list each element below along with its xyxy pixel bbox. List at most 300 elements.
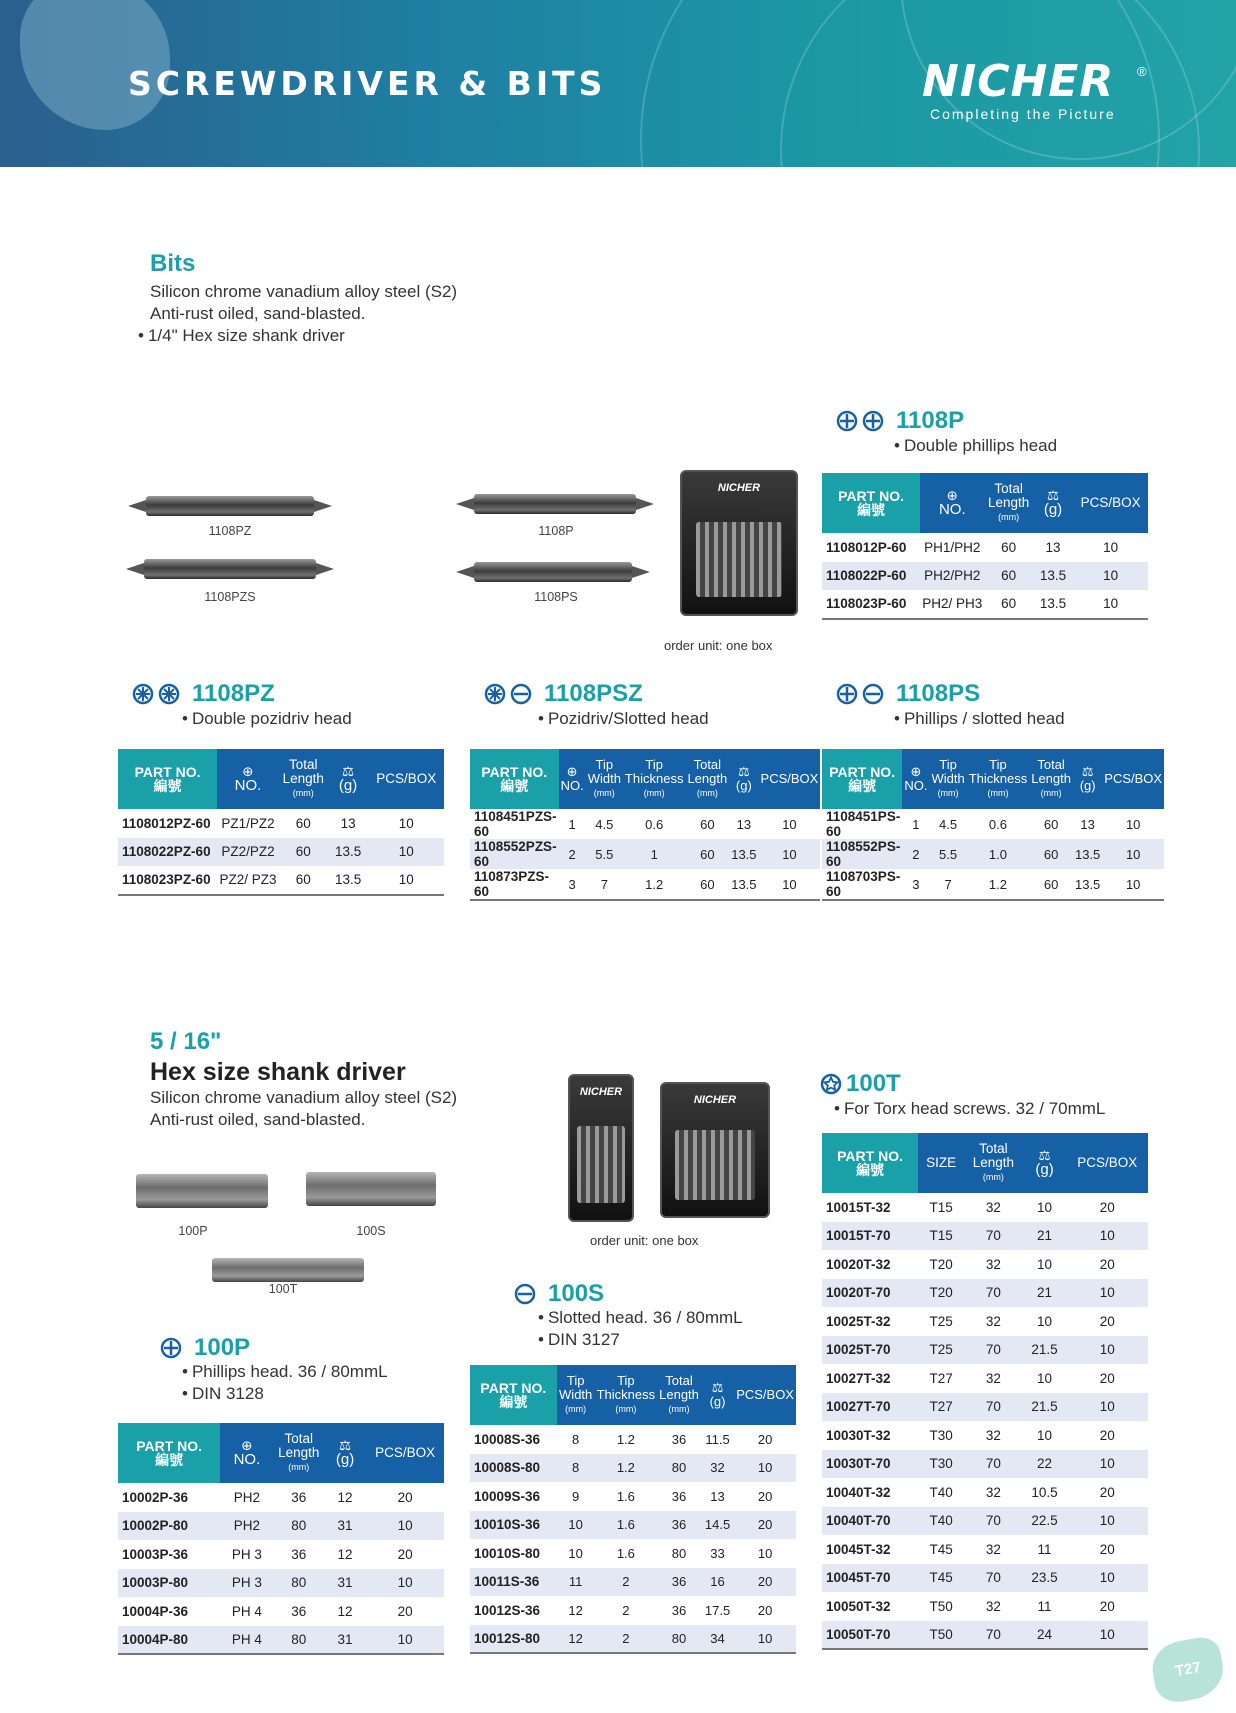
blister-pack-large-image — [660, 1082, 770, 1218]
table-cell: 13.5 — [1039, 596, 1067, 612]
product-heading-1108pz — [132, 680, 275, 708]
table-cell: 2 — [622, 1602, 630, 1618]
table-row — [470, 1596, 796, 1625]
table-cell: 10 — [1037, 1370, 1053, 1386]
part-number-cell: 1108451PZS-60 — [474, 809, 557, 839]
table-cell: 1 — [568, 816, 576, 832]
table-cell: 70 — [964, 1564, 1023, 1593]
hex-line: Anti-rust oiled, sand-blasted. — [150, 1110, 366, 1129]
part-number-cell: 10020T-70 — [822, 1279, 918, 1308]
caption-100t: 100T — [268, 1282, 298, 1296]
col-part-no: PART NO. 編號 — [822, 1133, 918, 1193]
table-cell: 1.6 — [616, 1488, 635, 1504]
table-cell: PH 3 — [220, 1569, 273, 1598]
table-cell: 20 — [397, 1546, 413, 1562]
table-row — [822, 1450, 1148, 1479]
product-heading-1108ps — [836, 680, 980, 708]
table-cell: 0.6 — [988, 816, 1007, 832]
brand-tagline: Completing the Picture — [930, 106, 1116, 122]
hex-line: Silicon chrome vanadium alloy steel (S2) — [150, 1088, 458, 1107]
part-number-cell: 10030T-32 — [826, 1427, 891, 1443]
table-cell: 2 — [595, 1568, 658, 1597]
table-cell: 1.2 — [988, 876, 1007, 892]
intro-line: Silicon chrome vanadium alloy steel (S2) — [150, 282, 458, 301]
table-cell: 20 — [1099, 1256, 1115, 1272]
table-row — [822, 1535, 1148, 1564]
table-row — [822, 1621, 1148, 1650]
table-row — [118, 1512, 444, 1541]
table-cell: 3 — [912, 876, 920, 892]
table-cell: T30 — [929, 1427, 953, 1443]
table-cell: 13.5 — [1074, 876, 1101, 892]
table-cell: 10 — [1125, 876, 1141, 892]
table-cell: 10 — [1103, 539, 1119, 555]
table-cell: 32 — [985, 1370, 1001, 1386]
table-cell: T50 — [929, 1598, 953, 1614]
table-cell: 1.6 — [595, 1511, 658, 1540]
table-cell: 32 — [985, 1541, 1001, 1557]
part-number-cell: 10025T-32 — [826, 1313, 891, 1329]
table-cell: 60 — [685, 839, 729, 869]
product-code: 1108PZ — [192, 680, 275, 707]
table-cell: 32 — [985, 1427, 1001, 1443]
table-cell: 10 — [1073, 562, 1148, 591]
table-cell: 22.5 — [1023, 1507, 1067, 1536]
table-cell: 20 — [734, 1568, 796, 1597]
table-cell: 10 — [1066, 1621, 1148, 1650]
col-weight: ⚖ (g) — [328, 749, 369, 809]
table-cell: T15 — [918, 1222, 964, 1251]
table-row — [822, 1592, 1148, 1621]
bit-100s-image — [306, 1172, 436, 1206]
col-no: ⊕ NO. — [902, 749, 929, 809]
table-cell: 10 — [782, 876, 797, 892]
table-cell: 21.5 — [1023, 1393, 1067, 1422]
product-code: 100S — [548, 1280, 605, 1307]
table-cell: 1.2 — [616, 1431, 635, 1447]
table-row — [822, 1364, 1148, 1393]
icon-group — [484, 683, 532, 705]
page-header — [0, 0, 1236, 167]
table-row — [822, 1250, 1148, 1279]
table-cell: PH1/PH2 — [924, 539, 981, 555]
table-cell: 60 — [700, 816, 715, 832]
table-cell: 32 — [985, 1199, 1001, 1215]
table-cell: 70 — [964, 1450, 1023, 1479]
table-100s — [470, 1365, 796, 1654]
table-cell: 10 — [1037, 1427, 1053, 1443]
table-cell: 60 — [700, 876, 715, 892]
col-tip-thickness: Tip Thickness (mm) — [967, 749, 1030, 809]
table-row — [822, 1279, 1148, 1308]
table-cell: 11.5 — [705, 1431, 730, 1447]
table-cell: 10 — [1103, 596, 1119, 612]
table-1108ps — [822, 749, 1164, 901]
part-number-cell: 10030T-70 — [822, 1450, 918, 1479]
section-title-hex-size: 5 / 16" — [150, 1028, 222, 1055]
table-cell: 70 — [964, 1222, 1023, 1251]
table-cell: 20 — [757, 1602, 773, 1618]
product-bullet: • Slotted head. 36 / 80mmL — [538, 1307, 743, 1329]
table-row — [118, 1626, 444, 1655]
section-title-bits: Bits — [150, 250, 196, 277]
table-cell: 10 — [1037, 1256, 1053, 1272]
product-code: 1108P — [896, 407, 965, 434]
table-cell: 0.6 — [645, 816, 664, 832]
table-cell: 70 — [964, 1621, 1023, 1650]
part-number-cell: 10027T-70 — [822, 1393, 918, 1422]
table-cell: 31 — [324, 1569, 366, 1598]
table-cell: 32 — [985, 1598, 1001, 1614]
table-row — [822, 809, 1164, 839]
col-part-no: PART NO. 編號 — [822, 749, 902, 809]
table-cell: 13 — [710, 1488, 725, 1504]
col-no: ⊕ NO. — [220, 1423, 273, 1483]
slotted-icon — [510, 683, 532, 705]
table-cell: 13 — [1045, 539, 1061, 555]
col-part-no: PART NO. 編號 — [118, 749, 217, 809]
part-number-cell: 1108022P-60 — [822, 562, 920, 591]
table-row — [118, 1540, 444, 1569]
table-row — [822, 1421, 1148, 1450]
table-row — [822, 1193, 1148, 1222]
table-cell: T45 — [918, 1564, 964, 1593]
table-cell: 8 — [572, 1431, 580, 1447]
table-cell: 60 — [295, 872, 311, 888]
section-subtitle-hex: Hex size shank driver — [150, 1058, 406, 1086]
table-cell: 1 — [912, 816, 920, 832]
table-row — [470, 1568, 796, 1597]
pack-bits — [675, 1130, 756, 1200]
col-no: ⊕ NO. — [920, 473, 984, 533]
bit-1108pz-image — [146, 496, 314, 516]
table-cell: PH 4 — [220, 1626, 273, 1655]
table-cell: 10 — [398, 872, 414, 888]
col-weight: ⚖ (g) — [1073, 749, 1102, 809]
table-cell: 70 — [964, 1336, 1023, 1365]
table-cell: 16 — [701, 1568, 734, 1597]
icon-group — [514, 1283, 536, 1305]
table-cell: 10 — [1037, 1313, 1053, 1329]
table-cell: 5.5 — [929, 839, 966, 869]
table-cell: 17.5 — [704, 1602, 731, 1618]
pack-bits — [577, 1126, 624, 1202]
pack-label: NICHER — [693, 1094, 737, 1106]
table-cell: 4.5 — [595, 816, 614, 832]
table-cell: T20 — [918, 1279, 964, 1308]
table-cell: 10 — [1066, 1222, 1148, 1251]
table-100t — [822, 1133, 1148, 1650]
part-number-cell: 10050T-70 — [822, 1621, 918, 1650]
table-cell: PH2 — [220, 1512, 273, 1541]
product-desc-100t — [834, 1098, 1105, 1120]
table-cell: 36 — [657, 1568, 701, 1597]
table-cell: 80 — [657, 1454, 701, 1483]
table-cell: 10 — [1037, 1199, 1053, 1215]
product-bullet: • Double phillips head — [894, 435, 1057, 457]
product-desc-100s — [538, 1307, 743, 1351]
product-heading-1108psz — [484, 680, 643, 708]
table-row — [822, 869, 1164, 900]
table-cell: 2 — [902, 839, 929, 869]
product-desc-1108pz — [182, 708, 352, 730]
table-cell: 60 — [1001, 596, 1017, 612]
table-cell: 13.5 — [729, 839, 758, 869]
col-part-no: PART NO. 編號 — [118, 1423, 220, 1483]
table-cell: T27 — [918, 1393, 964, 1422]
col-weight: ⚖ (g) — [729, 749, 758, 809]
col-part-no: PART NO. 編號 — [470, 749, 559, 809]
table-cell: 80 — [274, 1569, 324, 1598]
product-code: 100T — [846, 1070, 901, 1097]
table-cell: T25 — [918, 1336, 964, 1365]
table-row — [118, 1483, 444, 1512]
table-cell: 13 — [1080, 816, 1095, 832]
table-cell: 24 — [1023, 1621, 1067, 1650]
table-cell: 10 — [366, 1512, 444, 1541]
table-cell: 32 — [985, 1313, 1001, 1329]
table-cell: PH 4 — [231, 1603, 262, 1619]
table-cell: 13.5 — [328, 838, 369, 867]
table-cell: 36 — [671, 1488, 687, 1504]
table-1108psz — [470, 749, 820, 901]
table-cell: PZ2/PZ2 — [217, 838, 279, 867]
part-number-cell: 10040T-70 — [822, 1507, 918, 1536]
intro-bullets — [138, 325, 345, 347]
table-cell: 20 — [1099, 1598, 1115, 1614]
table-cell: 10 — [398, 815, 414, 831]
table-cell: 20 — [757, 1431, 773, 1447]
pack-label: NICHER — [717, 482, 761, 494]
blister-pack-small-image — [568, 1074, 634, 1222]
table-cell: 21 — [1023, 1222, 1067, 1251]
table-cell: 14.5 — [701, 1511, 734, 1540]
col-pcs-box: PCS/BOX — [734, 1365, 796, 1425]
product-code: 1108PS — [896, 680, 981, 707]
part-number-cell: 10015T-32 — [826, 1199, 891, 1215]
table-cell: 21 — [1023, 1279, 1067, 1308]
table-cell: 20 — [397, 1603, 413, 1619]
page-title: SCREWDRIVER & BITS — [128, 64, 607, 103]
table-row — [470, 1539, 796, 1568]
table-cell: 7 — [944, 876, 952, 892]
bit-100p-image — [136, 1174, 268, 1208]
table-cell: 60 — [1029, 839, 1073, 869]
product-bullet: • Phillips head. 36 / 80mmL — [182, 1361, 388, 1383]
table-row — [822, 1393, 1148, 1422]
table-cell: 2 — [595, 1625, 658, 1654]
table-row — [822, 1222, 1148, 1251]
product-bullet: • Pozidriv/Slotted head — [538, 708, 709, 730]
table-cell: 20 — [1099, 1370, 1115, 1386]
table-cell: PH2/ PH3 — [922, 596, 983, 612]
slotted-icon — [862, 683, 884, 705]
bit-1108pzs-image — [144, 559, 316, 579]
col-tip-width: Tip Width (mm) — [557, 1365, 595, 1425]
intro-bullet: • 1/4" Hex size shank driver — [138, 325, 345, 347]
table-cell: PH2/PH2 — [920, 562, 984, 591]
pack-label: NICHER — [579, 1086, 623, 1098]
col-pcs-box: PCS/BOX — [1073, 473, 1148, 533]
table-1108p — [822, 473, 1148, 620]
table-cell: 32 — [985, 1484, 1001, 1500]
table-cell: 1.2 — [645, 876, 664, 892]
table-cell: T30 — [918, 1450, 964, 1479]
table-cell: 60 — [295, 815, 311, 831]
caption-100s: 100S — [356, 1224, 386, 1238]
part-number-cell: 10010S-80 — [474, 1545, 541, 1561]
table-cell: 4.5 — [939, 816, 958, 832]
table-cell: T45 — [929, 1541, 953, 1557]
col-part-no: PART NO. 編號 — [470, 1365, 557, 1425]
table-cell: PZ2/ PZ3 — [219, 872, 277, 888]
table-cell: 3 — [568, 876, 576, 892]
phillips-icon — [836, 410, 858, 432]
part-number-cell: 10027T-32 — [826, 1370, 891, 1386]
col-weight: ⚖ (g) — [324, 1423, 366, 1483]
table-cell: 13 — [736, 816, 752, 832]
table-cell: 12 — [337, 1546, 353, 1562]
table-cell: T25 — [929, 1313, 953, 1329]
icon-group — [836, 683, 884, 705]
table-cell: 70 — [964, 1507, 1023, 1536]
table-cell: 10 — [1066, 1564, 1148, 1593]
table-cell: 10 — [557, 1511, 595, 1540]
part-number-cell: 10009S-36 — [474, 1488, 541, 1504]
hex-description — [150, 1087, 457, 1131]
table-cell: 31 — [324, 1512, 366, 1541]
table-row — [470, 869, 820, 900]
order-note: order unit: one box — [590, 1233, 699, 1248]
product-heading-100s — [514, 1280, 604, 1308]
col-length: Total Length (mm) — [1029, 749, 1073, 809]
col-length: Total Length (mm) — [964, 1133, 1023, 1193]
col-size: SIZE — [918, 1133, 964, 1193]
table-cell: 32 — [985, 1256, 1001, 1272]
table-1108pz — [118, 749, 444, 896]
product-desc-1108p — [894, 435, 1057, 457]
part-number-cell: 10004P-36 — [122, 1603, 189, 1619]
phillips-icon — [836, 683, 858, 705]
part-number-cell: 1108703PS-60 — [826, 869, 901, 899]
table-cell: 23.5 — [1023, 1564, 1067, 1593]
table-cell: T40 — [918, 1507, 964, 1536]
pack-bits — [696, 522, 783, 597]
table-row — [822, 1507, 1148, 1536]
part-number-cell: 10012S-36 — [474, 1602, 541, 1618]
table-row — [822, 1307, 1148, 1336]
table-cell: 60 — [279, 838, 328, 867]
table-cell: 13 — [340, 815, 356, 831]
col-length: Total Length (mm) — [279, 749, 328, 809]
table-row — [822, 533, 1148, 562]
table-row — [470, 839, 820, 869]
table-cell: 8 — [557, 1454, 595, 1483]
part-number-cell: 10008S-80 — [470, 1454, 557, 1483]
table-row — [470, 1454, 796, 1483]
table-cell: 12 — [337, 1603, 353, 1619]
order-note: order unit: one box — [664, 638, 773, 653]
table-cell: 12 — [337, 1489, 353, 1505]
col-pcs-box: PCS/BOX — [1066, 1133, 1148, 1193]
table-cell: 20 — [734, 1511, 796, 1540]
table-cell: 10 — [568, 1545, 583, 1561]
col-pcs-box: PCS/BOX — [369, 749, 444, 809]
table-cell: 1.0 — [967, 839, 1030, 869]
table-cell: 10 — [759, 839, 821, 869]
product-heading-100t — [820, 1070, 901, 1098]
icon-group — [836, 410, 884, 432]
col-length: Total Length (mm) — [657, 1365, 701, 1425]
part-number-cell: 10011S-36 — [470, 1568, 557, 1597]
product-heading-100p — [160, 1334, 250, 1362]
table-cell: 13.5 — [334, 872, 362, 888]
table-cell: 2 — [559, 839, 586, 869]
table-cell: PZ1/PZ2 — [221, 815, 275, 831]
pozidriv-icon — [158, 683, 180, 705]
table-row — [822, 1336, 1148, 1365]
col-length: Total Length (mm) — [984, 473, 1032, 533]
part-number-cell: 10012S-80 — [470, 1625, 557, 1654]
page-number: T27 — [1148, 1634, 1227, 1705]
slotted-icon — [514, 1283, 536, 1305]
col-length: Total Length (mm) — [685, 749, 729, 809]
product-bullet: • DIN 3127 — [538, 1329, 743, 1351]
col-tip-thickness: Tip Thickness (mm) — [595, 1365, 658, 1425]
product-bullet: • Double pozidriv head — [182, 708, 352, 730]
table-cell: 20 — [1099, 1484, 1115, 1500]
part-number-cell: 1108023P-60 — [826, 596, 907, 612]
part-number-cell: 10004P-80 — [118, 1626, 220, 1655]
part-number-cell: 10015T-70 — [822, 1222, 918, 1251]
table-cell: 11 — [1037, 1598, 1052, 1614]
table-cell: 10 — [1066, 1450, 1148, 1479]
table-row — [470, 1511, 796, 1540]
table-cell: 1 — [623, 839, 686, 869]
part-number-cell: 10045T-70 — [822, 1564, 918, 1593]
pozidriv-icon — [132, 683, 154, 705]
part-number-cell: 10040T-32 — [826, 1484, 891, 1500]
product-bullet: • Phillips / slotted head — [894, 708, 1065, 730]
part-number-cell: 1108012P-60 — [826, 539, 907, 555]
torx-icon — [820, 1073, 842, 1095]
table-cell: 13.5 — [1033, 562, 1074, 591]
intro-line: Anti-rust oiled, sand-blasted. — [150, 304, 366, 323]
table-cell: 60 — [984, 562, 1032, 591]
table-cell: 70 — [964, 1279, 1023, 1308]
table-cell: 36 — [671, 1431, 687, 1447]
table-cell: 20 — [1099, 1199, 1115, 1215]
table-cell: 20 — [1099, 1541, 1115, 1557]
bit-1108p-image — [474, 494, 636, 514]
product-bullet: • For Torx head screws. 32 / 70mmL — [834, 1098, 1105, 1120]
table-row — [118, 838, 444, 867]
table-cell: 11 — [1037, 1541, 1052, 1557]
table-cell: 10 — [1066, 1507, 1148, 1536]
bit-100t-image — [212, 1258, 364, 1282]
table-cell: 10 — [366, 1569, 444, 1598]
part-number-cell: 10003P-80 — [118, 1569, 220, 1598]
part-number-cell: 10002P-80 — [118, 1512, 220, 1541]
table-cell: 10 — [369, 838, 444, 867]
table-cell: 20 — [397, 1489, 413, 1505]
table-row — [118, 1569, 444, 1598]
phillips-icon — [160, 1337, 182, 1359]
intro-description — [150, 281, 457, 325]
table-cell: 10 — [734, 1625, 796, 1654]
table-cell: 13.5 — [731, 876, 757, 892]
col-tip-width: Tip Width (mm) — [586, 749, 623, 809]
